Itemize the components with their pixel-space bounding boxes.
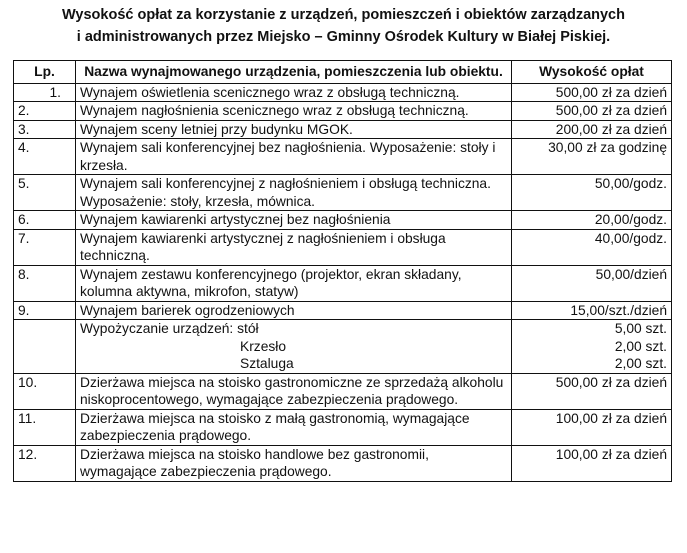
fees-table bbox=[13, 60, 672, 482]
row-lp: 1. bbox=[14, 83, 76, 102]
row-lp: 4. bbox=[14, 139, 76, 175]
table-row bbox=[14, 175, 672, 211]
table-row bbox=[14, 265, 672, 301]
row-name: Dzierżawa miejsca na stoisko z małą gastronomią, wymagające zabezpieczenia prądowego. bbox=[76, 409, 512, 445]
row-lp: 2. bbox=[14, 102, 76, 121]
rental-fee-table: 5,00 szt. bbox=[614, 321, 667, 336]
rental-heading: Wypożyczanie urządzeń: stół bbox=[80, 321, 259, 336]
row-lp: 11. bbox=[14, 409, 76, 445]
row-fee: 20,00/godz. bbox=[512, 211, 672, 230]
row-lp: 7. bbox=[14, 229, 76, 265]
table-row bbox=[14, 409, 672, 445]
rental-item-easel: Sztaluga bbox=[240, 356, 294, 371]
title-line-2: i administrowanych przez Miejsko – Gminny Ośrodek Kultury w Białej Piskiej. bbox=[76, 29, 611, 45]
row-name: Dzierżawa miejsca na stoisko handlowe bez gastronomii, wymagające zabezpieczenia prądowego. bbox=[76, 445, 512, 481]
row-lp: 5. bbox=[14, 175, 76, 211]
table-row bbox=[14, 139, 672, 175]
rental-fee-chair: 2,00 szt. bbox=[614, 338, 667, 354]
document-title bbox=[0, 4, 687, 48]
row-fee: 15,00/szt./dzień bbox=[512, 301, 672, 320]
row-fee: 200,00 zł za dzień bbox=[512, 120, 672, 139]
rental-item-chair: Krzesło bbox=[240, 338, 287, 354]
row-fee: 500,00 zł za dzień bbox=[512, 102, 672, 121]
row-fee: 40,00/godz. bbox=[512, 229, 672, 265]
table-row bbox=[14, 229, 672, 265]
row-name: Wynajem sali konferencyjnej bez nagłośnienia. Wyposażenie: stoły i krzesła. bbox=[76, 139, 512, 175]
row-name: Wynajem kawiarenki artystycznej bez nagłośnienia bbox=[76, 211, 512, 230]
row-fee: 50,00/dzień bbox=[512, 265, 672, 301]
row-fee: 100,00 zł za dzień bbox=[512, 409, 672, 445]
row-name: Wynajem oświetlenia scenicznego wraz z obsługą techniczną. bbox=[76, 83, 512, 102]
row-lp: 12. bbox=[14, 445, 76, 481]
row-name: Wynajem zestawu konferencyjnego (projektor, ekran składany, kolumna aktywna, mikrofon, statyw) bbox=[76, 265, 512, 301]
header-fee: Wysokość opłat bbox=[512, 61, 672, 84]
header-lp: Lp. bbox=[14, 61, 76, 84]
row-fee: 500,00 zł za dzień bbox=[512, 83, 672, 102]
rental-items bbox=[76, 320, 512, 374]
row-name: Wynajem barierek ogrodzeniowych bbox=[76, 301, 512, 320]
table-row bbox=[14, 102, 672, 121]
table-row bbox=[14, 301, 672, 320]
header-name: Nazwa wynajmowanego urządzenia, pomieszczenia lub obiektu. bbox=[76, 61, 512, 84]
row-fee: 30,00 zł za godzinę bbox=[512, 139, 672, 175]
row-name: Dzierżawa miejsca na stoisko gastronomiczne ze sprzedażą alkoholu niskoprocentowego, wymagające zabezpieczenia prądowego. bbox=[76, 373, 512, 409]
row-name: Wynajem nagłośnienia scenicznego wraz z obsługą techniczną. bbox=[76, 102, 512, 121]
table-row bbox=[14, 83, 672, 102]
row-lp: 8. bbox=[14, 265, 76, 301]
row-name: Wynajem sali konferencyjnej z nagłośnieniem i obsługą techniczna. Wyposażenie: stoły, krzesła, mównica. bbox=[76, 175, 512, 211]
row-lp-empty bbox=[14, 320, 76, 374]
row-fee: 500,00 zł za dzień bbox=[512, 373, 672, 409]
table-header-row bbox=[14, 61, 672, 84]
table-row bbox=[14, 120, 672, 139]
row-lp: 9. bbox=[14, 301, 76, 320]
table-row bbox=[14, 445, 672, 481]
rental-fee-easel: 2,00 szt. bbox=[614, 356, 667, 371]
table-row bbox=[14, 373, 672, 409]
table-row-rental bbox=[14, 320, 672, 374]
row-name: Wynajem kawiarenki artystycznej z nagłośnieniem i obsługa techniczną. bbox=[76, 229, 512, 265]
row-lp: 3. bbox=[14, 120, 76, 139]
table-row bbox=[14, 211, 672, 230]
row-name: Wynajem sceny letniej przy budynku MGOK. bbox=[76, 120, 512, 139]
row-lp: 6. bbox=[14, 211, 76, 230]
title-line-1: Wysokość opłat za korzystanie z urządzeń, pomieszczeń i obiektów zarządzanych bbox=[62, 7, 625, 23]
rental-fees bbox=[512, 320, 672, 374]
row-fee: 50,00/godz. bbox=[512, 175, 672, 211]
row-lp: 10. bbox=[14, 373, 76, 409]
row-fee: 100,00 zł za dzień bbox=[512, 445, 672, 481]
